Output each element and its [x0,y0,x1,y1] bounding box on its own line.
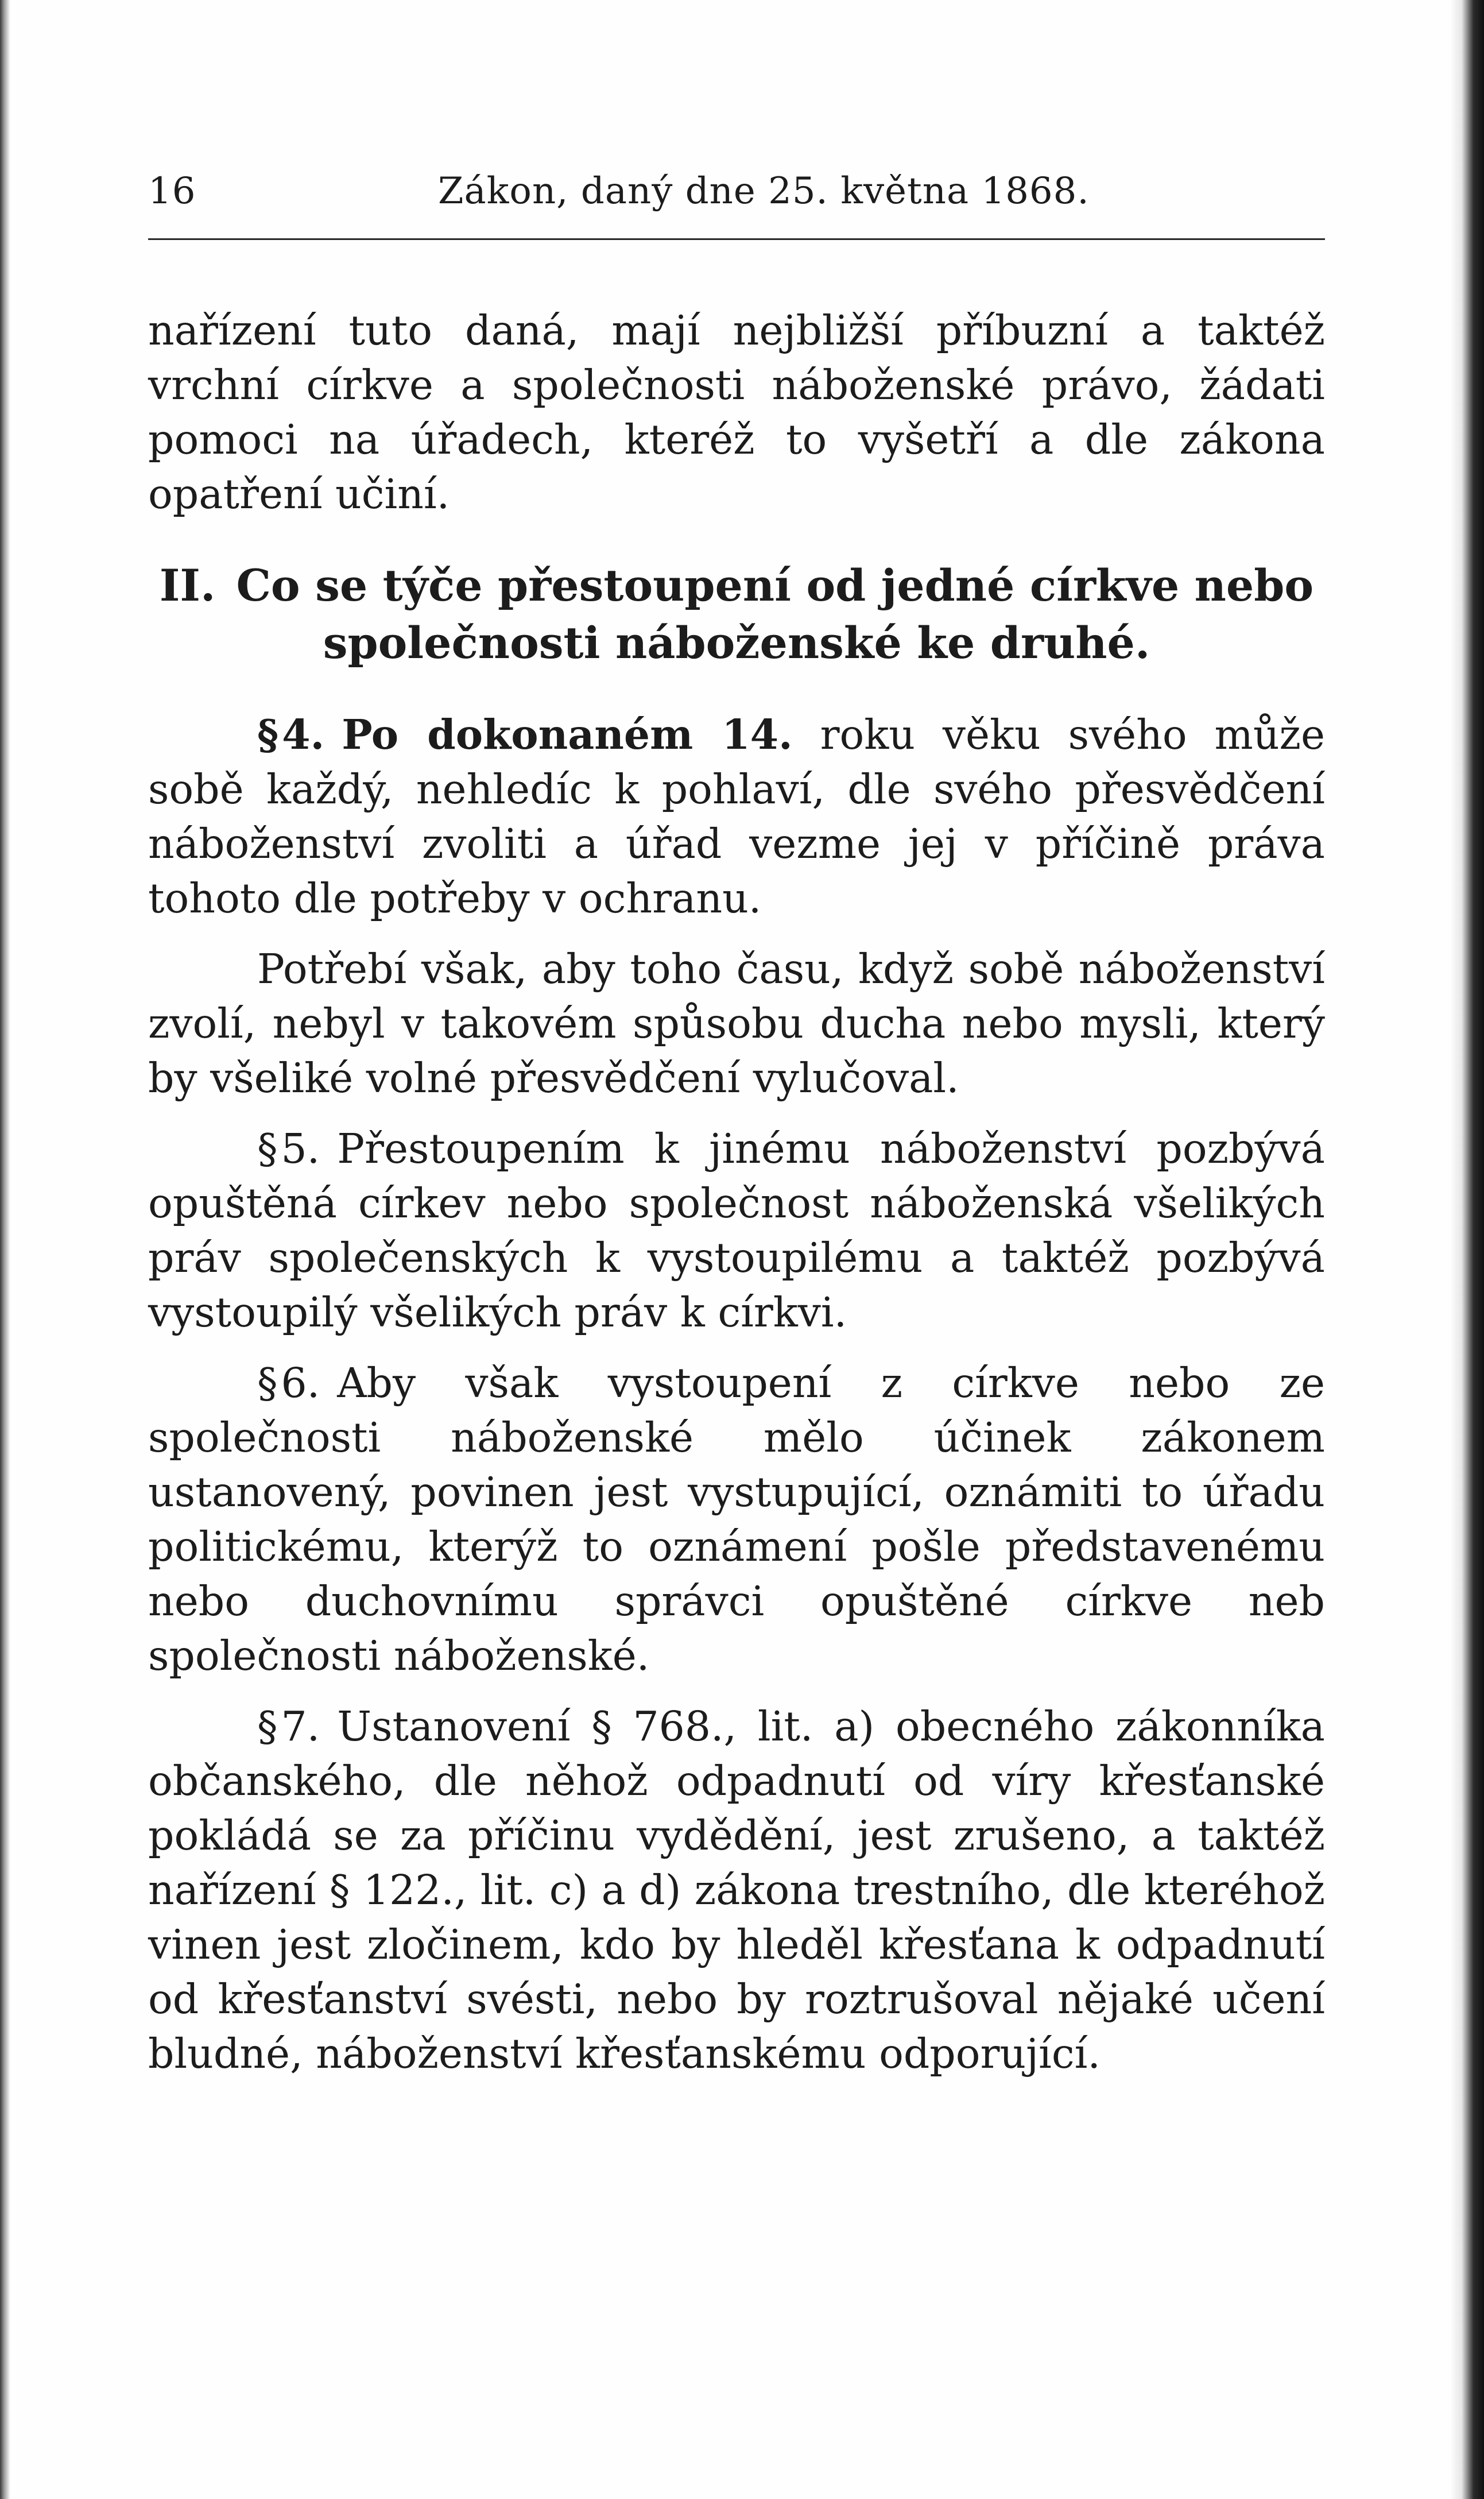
section-7 [148,1699,1325,2081]
chapter-heading [148,557,1325,672]
section-number: 4. [282,710,325,759]
section-mark: § [257,1359,278,1407]
section-text: Aby však vystoupení z církve nebo ze společnosti náboženské mělo účinek zákonem ustanovený, povinen jest vystupující, oznámiti to úřadu politickému, kterýž to oznámení pošle představenému nebo duchovnímu správci opuštěné církve neb společnosti náboženské. [148,1359,1325,1680]
section-mark: § [257,1125,278,1173]
section-text: Přestoupením k jinému náboženství pozbývá opuštěná církev nebo společnost náboženská všelikých práv společenských k vystoupilému a taktéž pozbývá vystoupilý všelikých práv k církvi. [148,1125,1325,1336]
running-head: Zákon, daný dne 25. května 1868. [438,170,1090,212]
section-text: Ustanovení § 768., lit. a) obecného zákonníka občanského, dle něhož odpadnutí od víry křesťanské pokládá se za příčinu vydědění, jest zrušeno, a taktéž nařízení § 122., lit. c) a d) zákona trestního, dle kteréhož vinen jest zločinem, kdo by hleděl křesťana k odpadnutí od křesťanství svésti, nebo by roztrušoval nějaké učení bludné, náboženství křesťanskému odporující. [148,1703,1325,2078]
page-number: 16 [148,170,196,212]
page-left-edge [0,0,10,2499]
section-number: 7. [281,1703,320,1750]
section-mark: § [257,1703,278,1750]
section-lead: Po dokonaném 14. [342,710,793,759]
section-4-continuation: Potřebí však, aby toho času, když sobě náboženství zvolí, nebyl v takovém spůsobu ducha nebo mysli, který by všeliké volné přesvědčení vylučoval. [148,945,1325,1102]
chapter-heading-text: Co se týče přestoupení od jedné církve nebo společnosti náboženské ke druhé. [236,560,1314,668]
section-number: 5. [281,1125,320,1173]
chapter-heading-number: II. [159,560,216,611]
page-body [148,303,1325,2097]
section-5 [148,1121,1325,1340]
header-rule [148,238,1325,240]
section-number: 6. [281,1359,320,1407]
intro-paragraph: nařízení tuto daná, mají nejbližší příbuzní a taktéž vrchní církve a společnosti náboženské právo, žádati pomoci na úřadech, kteréž to vyšetří a dle zákona opatření učiní. [148,307,1325,518]
page-header [148,170,1325,222]
page-right-edge [1450,0,1484,2499]
section-text: roku věku svého může sobě každý, nehledíc k pohlaví, dle svého přesvědčení náboženství zvoliti a úřad vezme jej v příčině práva tohoto dle potřeby v ochranu. [148,711,1325,922]
section-mark: § [257,710,279,759]
section-4 [148,707,1325,926]
section-6 [148,1356,1325,1683]
